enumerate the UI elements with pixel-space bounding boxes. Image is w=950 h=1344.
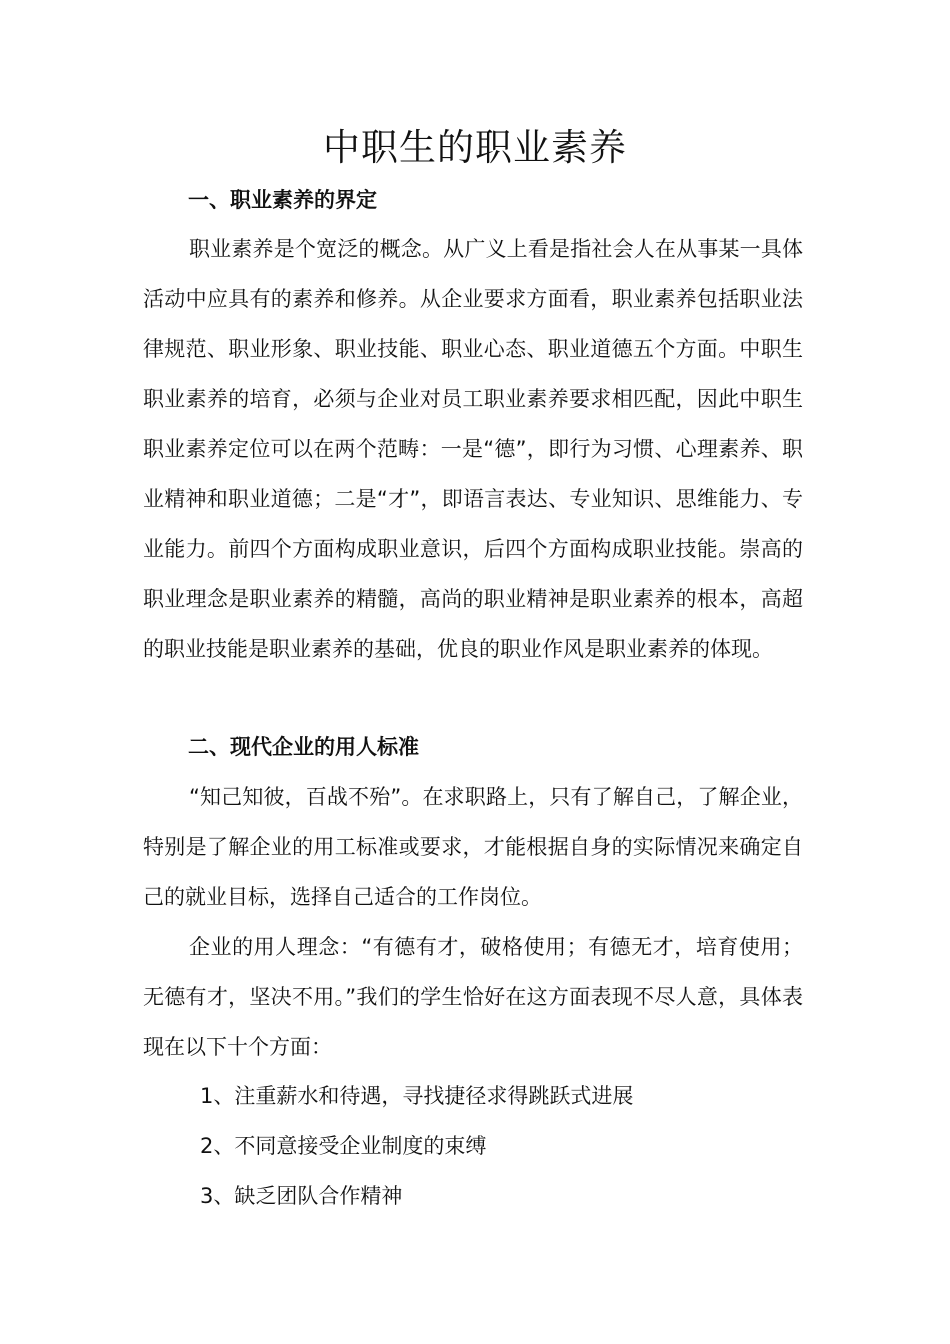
list-item: 2、不同意接受企业制度的束缚 xyxy=(200,1134,487,1158)
document-title: 中职生的职业素养 xyxy=(323,126,627,169)
paragraph-definition: 职业素养是个宽泛的概念。从广义上看是指社会人在从事某一具体活动中应具有的素养和修养。从企业要求方面看，职业素养包括职业法律规范、职业形象、职业技能、职业心态、职业道德五个方面。中职生职业素养的培育，必须与企业对员工职业素养要求相匹配，因此中职生职业素养定位可以在两个范畴：一是“德”，即行为习惯、心理素养、职业精神和职业道德；二是“才”，即语言表达、专业知识、思维能力、专业能力。前四个方面构成职业意识，后四个方面构成职业技能。崇高的职业理念是职业素养的精髓，高尚的职业精神是职业素养的根本，高超的职业技能是职业素养的基础，优良的职业作风是职业素养的体现。 xyxy=(143,237,803,661)
list-item: 1、注重薪水和待遇，寻找捷径求得跳跃式进展 xyxy=(200,1084,634,1108)
section-heading-hiring-standards: 二、现代企业的用人标准 xyxy=(188,735,419,759)
list-item: 3、缺乏团队合作精神 xyxy=(200,1184,403,1208)
paragraph-know-yourself: “知己知彼，百战不殆”。在求职路上，只有了解自己，了解企业，特别是了解企业的用工标准或要求，才能根据自身的实际情况来确定自己的就业目标，选择自己适合的工作岗位。 xyxy=(143,785,803,909)
section-heading-definition: 一、职业素养的界定 xyxy=(188,188,377,212)
paragraph-hiring-philosophy: 企业的用人理念：“有德有才，破格使用；有德无才，培育使用；无德有才，坚决不用。”我们的学生恰好在这方面表现不尽人意，具体表现在以下十个方面： xyxy=(143,935,803,1059)
